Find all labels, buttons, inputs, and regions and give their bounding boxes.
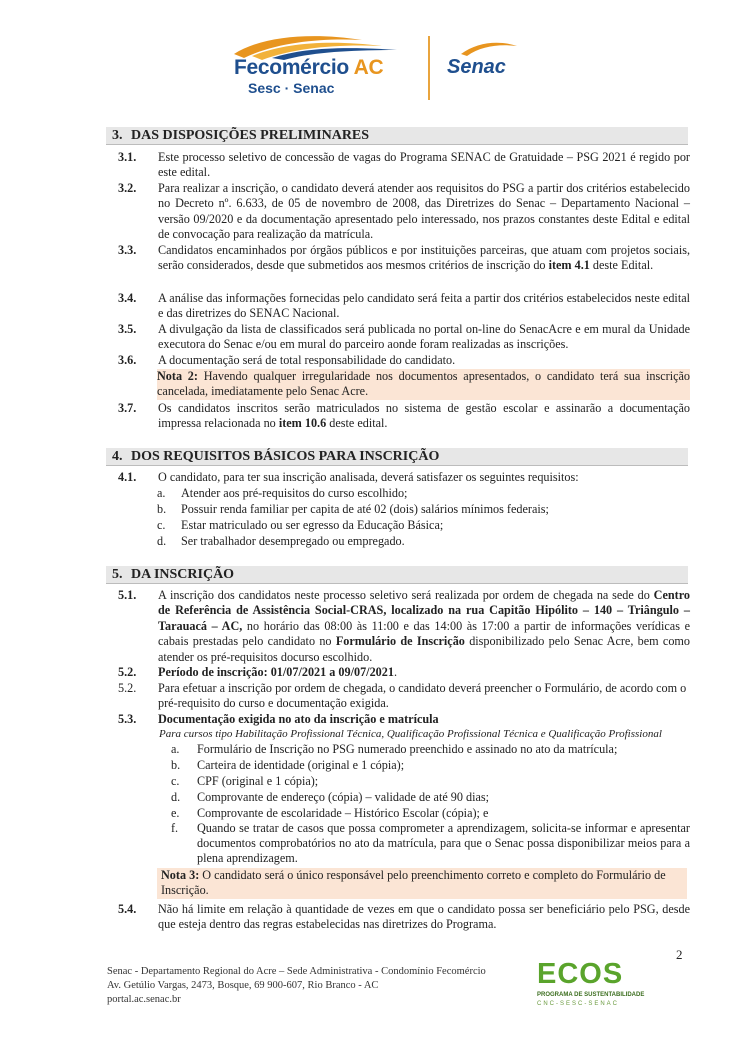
ecos-logo (533, 958, 643, 1018)
note-3: Nota 3: O candidato será o único responsável pelo preenchimento correto e completo do Formulário de Inscrição. (157, 868, 687, 899)
item-3-3 (118, 243, 690, 274)
item-number: 5.4. (118, 902, 137, 916)
list-item: b. Possuir renda familiar per capita de até 02 (dois) salários mínimos federais; (157, 502, 549, 516)
list-item: b. Carteira de identidade (original e 1 cópia); (171, 758, 405, 772)
item-number: 3.2. (118, 181, 137, 195)
section-title: DOS REQUISITOS BÁSICOS PARA INSCRIÇÃO (131, 449, 440, 464)
list-item: a. Atender aos pré-requisitos do curso escolhido; (157, 486, 408, 500)
footer-line: Av. Getúlio Vargas, 2473, Bosque, 69 900-607, Rio Branco - AC (107, 980, 379, 991)
item-number: 3.5. (118, 322, 137, 336)
footer-address (107, 965, 486, 1007)
item-number: 3.6. (118, 353, 137, 367)
item-text: Este processo seletivo de concessão de vagas do Programa SENAC de Gratuidade – PSG 2021 é regido por este edital. (158, 150, 690, 180)
item-text: A inscrição dos candidatos neste processo seletivo será realizada por ordem de chegada na sede do Centro de Referência de Assistência Social-CRAS, localizado na rua Capitão Hipólito – 140 – Triângulo – Tarauacá – AC, no horário das 08:00 às 11:00 e das 14:00 às 17:00 a partir de informações verídicas e cabais prestadas pelo candidato no Formulário de Inscrição disponibilizado pelo Senac Acre, bem como atender os pré-requisitos docurso escolhido. (158, 588, 691, 664)
list-item: e. Comprovante de escolaridade – Histórico Escolar (cópia); e (171, 806, 489, 820)
item-text: A análise das informações fornecidas pelo candidato será feita a partir dos critérios estabelecidos neste edital e das diretrizes do SENAC Nacional. (158, 291, 690, 321)
item-5-2-period (118, 665, 690, 680)
section-5-heading (106, 566, 688, 584)
item-number: 3.3. (118, 243, 137, 257)
item-4-1 (118, 470, 690, 485)
item-3-6 (118, 353, 690, 368)
section-title: DA INSCRIÇÃO (131, 567, 235, 582)
section-number: 3. (112, 128, 123, 143)
item-text: Não há limite em relação à quantidade de vezes em que o candidato possa ser beneficiário pelo PSG, desde que esteja dentro das regras estabelecidas nas diretrizes do Programa. (158, 902, 690, 932)
item-text: Os candidatos inscritos serão matriculados no sistema de gestão escolar e assinarão a documentação impressa relacionada no item 10.6 deste edital. (158, 401, 690, 431)
item-number: 3.7. (118, 401, 137, 415)
item-5-4 (118, 902, 690, 933)
item-text: Candidatos encaminhados por órgãos públicos e por instituições parceiras, que atuam com projetos sociais, serão considerados, desde que submetidos aos mesmos critérios de inscrição do item 4.1 deste Edital. (158, 243, 690, 273)
header-divider (428, 36, 430, 100)
item-5-2-form (118, 681, 690, 712)
section-title: DAS DISPOSIÇÕES PRELIMINARES (131, 128, 370, 143)
note-2: Nota 2: Havendo qualquer irregularidade nos documentos apresentados, o candidato terá sua inscrição cancelada, imediatamente pelo Senac Acre. (157, 369, 691, 399)
fecomercio-subtitle: Sesc · Senac (248, 80, 335, 96)
item-5-1 (118, 588, 690, 665)
fecomercio-logo (232, 32, 412, 102)
item-number: 5.2. (118, 665, 137, 679)
item-text: A divulgação da lista de classificados será publicada no portal on-line do SenacAcre e em mural da Unidade executora do Senac e/ou em mural do parceiro aonde foram realizadas as inscrições. (158, 322, 690, 352)
item-text: Para efetuar a inscrição por ordem de chegada, o candidato deverá preencher o Formulário, de acordo com o pré-requisito do curso e documentação exigida. (158, 681, 687, 711)
item-number: 5.3. (118, 712, 137, 726)
list-item: d. Ser trabalhador desempregado ou empregado. (157, 534, 405, 548)
list-item: c. Estar matriculado ou ser egresso da Educação Básica; (157, 518, 444, 532)
list-item: d. Comprovante de endereço (cópia) – validade de até 90 dias; (171, 790, 490, 804)
item-number: 3.4. (118, 291, 137, 305)
item-3-1 (118, 150, 690, 181)
list-item: c. CPF (original e 1 cópia); (171, 774, 319, 788)
item-text: O candidato, para ter sua inscrição analisada, deverá satisfazer os seguintes requisitos: (158, 470, 579, 484)
list-item: f. Quando se tratar de casos que possa comprometer a aprendizagem, solicita-se informar e apresentar documentos comprobatórios no ato da matrícula, para que o Senac possa disponibilizar meios para a plena aprendizagem. (171, 821, 690, 866)
item-number: 5.1. (118, 588, 137, 602)
section-number: 4. (112, 449, 123, 464)
senac-logo (447, 40, 527, 100)
ecos-subtitle-2: CNC-SESC-SENAC (537, 1001, 620, 1007)
item-3-7 (118, 401, 690, 432)
section-number: 5. (112, 567, 123, 582)
footer-line: Senac - Departamento Regional do Acre – Sede Administrativa - Condomínio Fecomércio (107, 966, 486, 977)
item-text: Documentação exigida no ato da inscrição e matrícula (158, 712, 439, 726)
item-5-3 (118, 712, 690, 727)
footer-line: portal.ac.senac.br (107, 994, 181, 1005)
item-3-4 (118, 291, 690, 322)
ecos-wordmark: ECOS (537, 958, 624, 990)
section-4-heading (106, 448, 688, 466)
fecomercio-wordmark: Fecomércio AC (234, 56, 384, 79)
section-3-heading (106, 127, 688, 145)
course-types-note: Para cursos tipo Habilitação Profissional Técnica, Qualificação Profissional Técnica e Qualificação Profissional (159, 728, 662, 740)
item-number: 5.2. (118, 681, 137, 695)
item-text: Para realizar a inscrição, o candidato deverá atender aos requisitos do PSG a partir dos critérios estabelecido no Decreto nº. 6.633, de 05 de novembro de 2008, das Diretrizes do Senac – Departamento Nacional – versão 09/2020 e da documentação apresentado pelo interessado, nos prazos constantes deste Edital e edital de convocação para realização da matrícula. (158, 181, 690, 242)
senac-wordmark: Senac (447, 56, 506, 78)
item-text: A documentação será de total responsabilidade do candidato. (158, 353, 456, 367)
list-item: a. Formulário de Inscrição no PSG numerado preenchido e assinado no ato da matrícula; (171, 742, 618, 756)
senac-swoosh-icon (459, 40, 519, 56)
item-number: 3.1. (118, 150, 137, 164)
item-text: Período de inscrição: 01/07/2021 a 09/07/2021. (158, 665, 397, 679)
item-3-5 (118, 322, 690, 353)
page-number: 2 (676, 947, 683, 962)
item-number: 4.1. (118, 470, 137, 484)
ecos-subtitle: PROGRAMA DE SUSTENTABILIDADE (537, 992, 645, 998)
item-3-2 (118, 181, 690, 243)
